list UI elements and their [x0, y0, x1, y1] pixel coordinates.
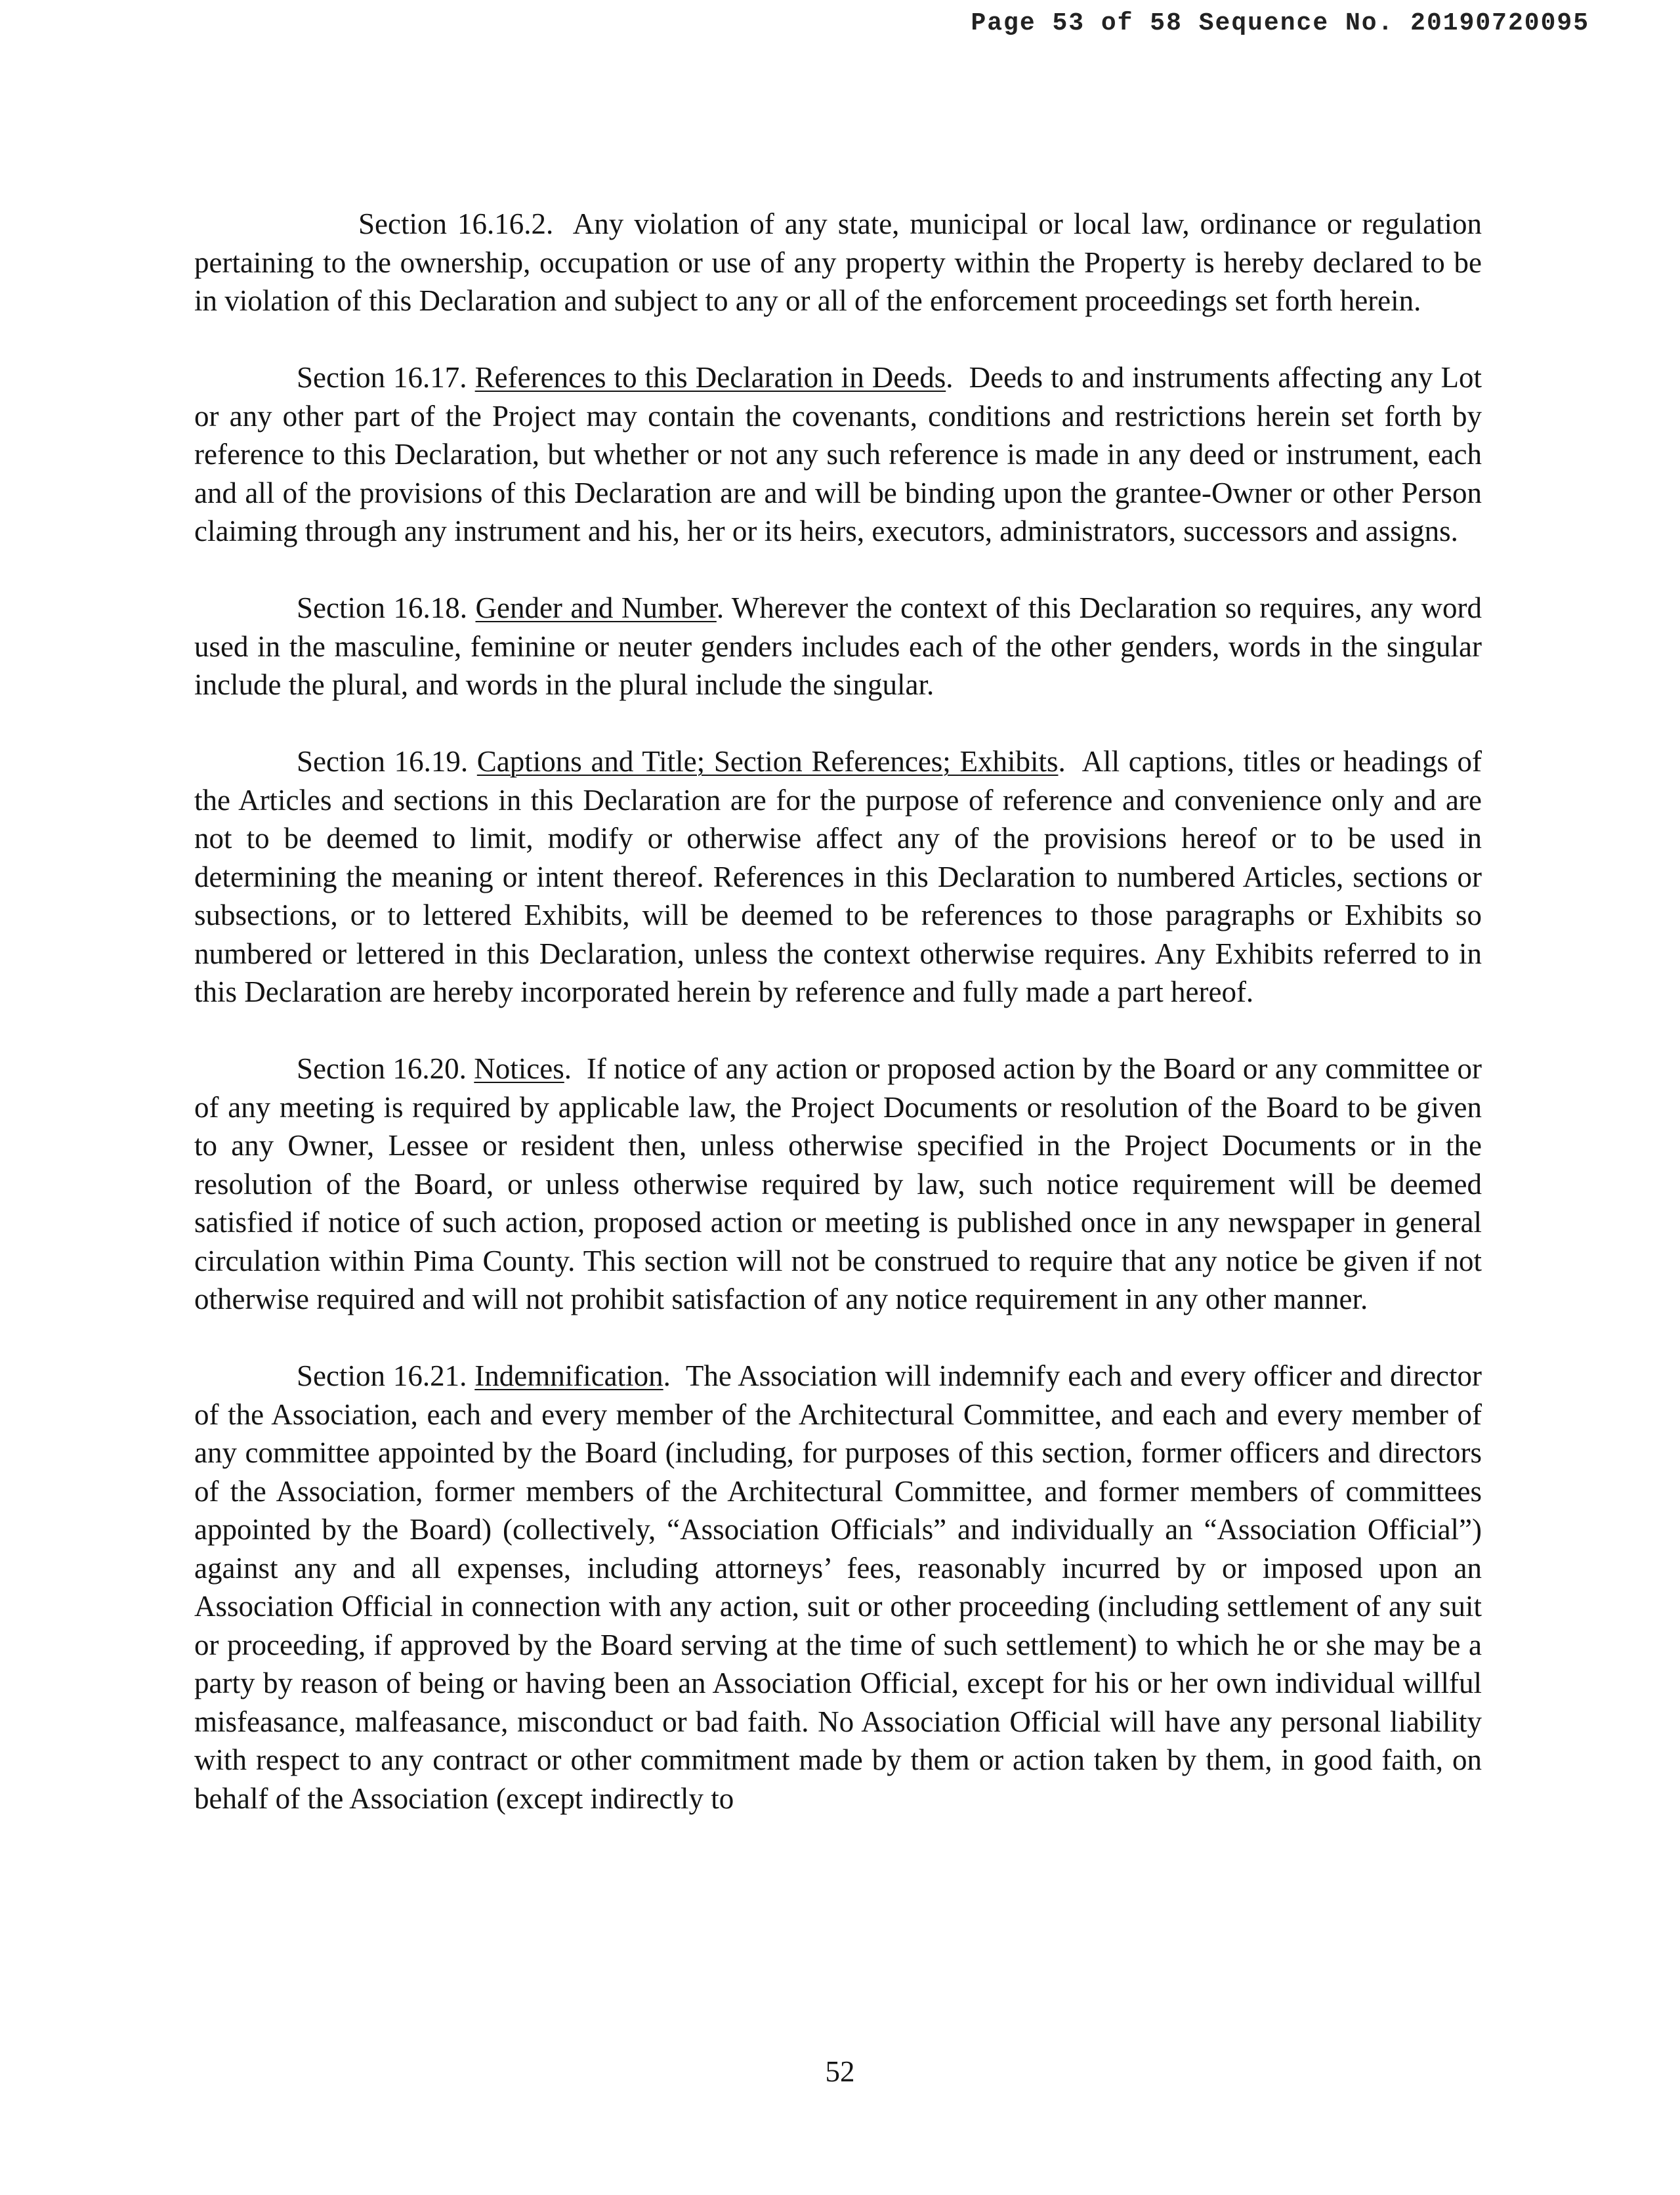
- heading-period: .: [1058, 745, 1066, 778]
- document-body: [194, 205, 1482, 1818]
- heading-period: .: [716, 591, 724, 624]
- section-16-16-2: [194, 205, 1482, 320]
- section-text: Deeds to and instruments affecting any Lot or any other part of the Project may contain the covenants, conditions and restrictions herein set forth by reference to this Declaration, but whether or not any such reference is made in any deed or instrument, each and all of the provisions of this Declaration are and will be binding upon the grantee-Owner or other Person claiming through any instrument and his, her or its heirs, executors, administrators, successors and assigns.: [194, 361, 1482, 547]
- heading-period: .: [663, 1359, 671, 1392]
- heading-period: .: [946, 361, 954, 394]
- section-text: All captions, titles or headings of the Articles and sections in this Declaration are for the purpose of reference and convenience only and are not to be deemed to limit, modify or otherwise affect any of the provisions hereof or to be used in determining the meaning or intent thereof. References in this Declaration to numbered Articles, sections or subsections, or to lettered Exhibits, will be deemed to be references to those paragraphs or Exhibits so numbered or lettered in this Declaration, unless the context otherwise requires. Any Exhibits referred to in this Declaration are hereby incorporated herein by reference and fully made a part hereof.: [194, 745, 1482, 1008]
- section-number: Section 16.21.: [297, 1359, 467, 1392]
- section-16-19: [194, 742, 1482, 1012]
- section-text: Wherever the context of this Declaration so requires, any word used in the masculine, feminine or neuter genders includes each of the other genders, words in the singular include the plural, and words in the plural include the singular.: [194, 591, 1482, 701]
- section-heading: Gender and Number: [475, 591, 717, 624]
- recording-page-stamp: Page 53 of 58 Sequence No. 20190720095: [971, 9, 1589, 37]
- section-number: Section 16.18.: [297, 591, 467, 624]
- section-heading: References to this Declaration in Deeds: [474, 361, 946, 394]
- section-16-18: [194, 589, 1482, 704]
- page-number: 52: [825, 2055, 855, 2088]
- section-16-21: [194, 1357, 1482, 1818]
- section-number: Section 16.19.: [297, 745, 469, 778]
- section-number: Section 16.16.2.: [358, 207, 554, 240]
- section-heading: Captions and Title; Section References; Exhibits: [476, 745, 1059, 778]
- section-number: Section 16.17.: [297, 361, 467, 394]
- section-16-17: [194, 358, 1482, 551]
- heading-period: .: [564, 1052, 572, 1085]
- section-text: If notice of any action or proposed action by the Board or any committee or of any meeting is required by applicable law, the Project Documents or resolution of the Board to be given to any Owner, Lessee or resident then, unless otherwise specified in the Project Documents or in the resolution of the Board, or unless otherwise required by law, such notice requirement will be deemed satisfied if notice of such action, proposed action or meeting is published once in any newspaper in general circulation within Pima County. This section will not be construed to require that any notice be given if not otherwise required and will not prohibit satisfaction of any notice requirement in any other manner.: [194, 1052, 1482, 1315]
- section-heading: Indemnification: [474, 1359, 663, 1392]
- section-16-20: [194, 1050, 1482, 1319]
- section-heading: Notices: [474, 1052, 564, 1085]
- section-number: Section 16.20.: [297, 1052, 467, 1085]
- section-text: Any violation of any state, municipal or local law, ordinance or regulation pertaining to the ownership, occupation or use of any property within the Property is hereby declared to be in violation of this Declaration and subject to any or all of the enforcement proceedings set forth herein.: [194, 207, 1482, 317]
- section-text: The Association will indemnify each and every officer and director of the Association, each and every member of the Architectural Committee, and each and every member of any committee appointed by the Board (including, for purposes of this section, former officers and directors of the Association, former members of the Architectural Committee, and former members of committees appointed by the Board) (collectively, “Association Officials” and individually an “Association Official”) against any and all expenses, including attorneys’ fees, reasonably incurred by or imposed upon an Association Official in connection with any action, suit or other proceeding (including settlement of any suit or proceeding, if approved by the Board serving at the time of such settlement) to which he or she may be a party by reason of being or having been an Association Official, except for his or her own individual willful misfeasance, malfeasance, misconduct or bad faith. No Association Official will have any personal liability with respect to any contract or other commitment made by them or action taken by them, in good faith, on behalf of the Association (except indirectly to: [194, 1359, 1482, 1815]
